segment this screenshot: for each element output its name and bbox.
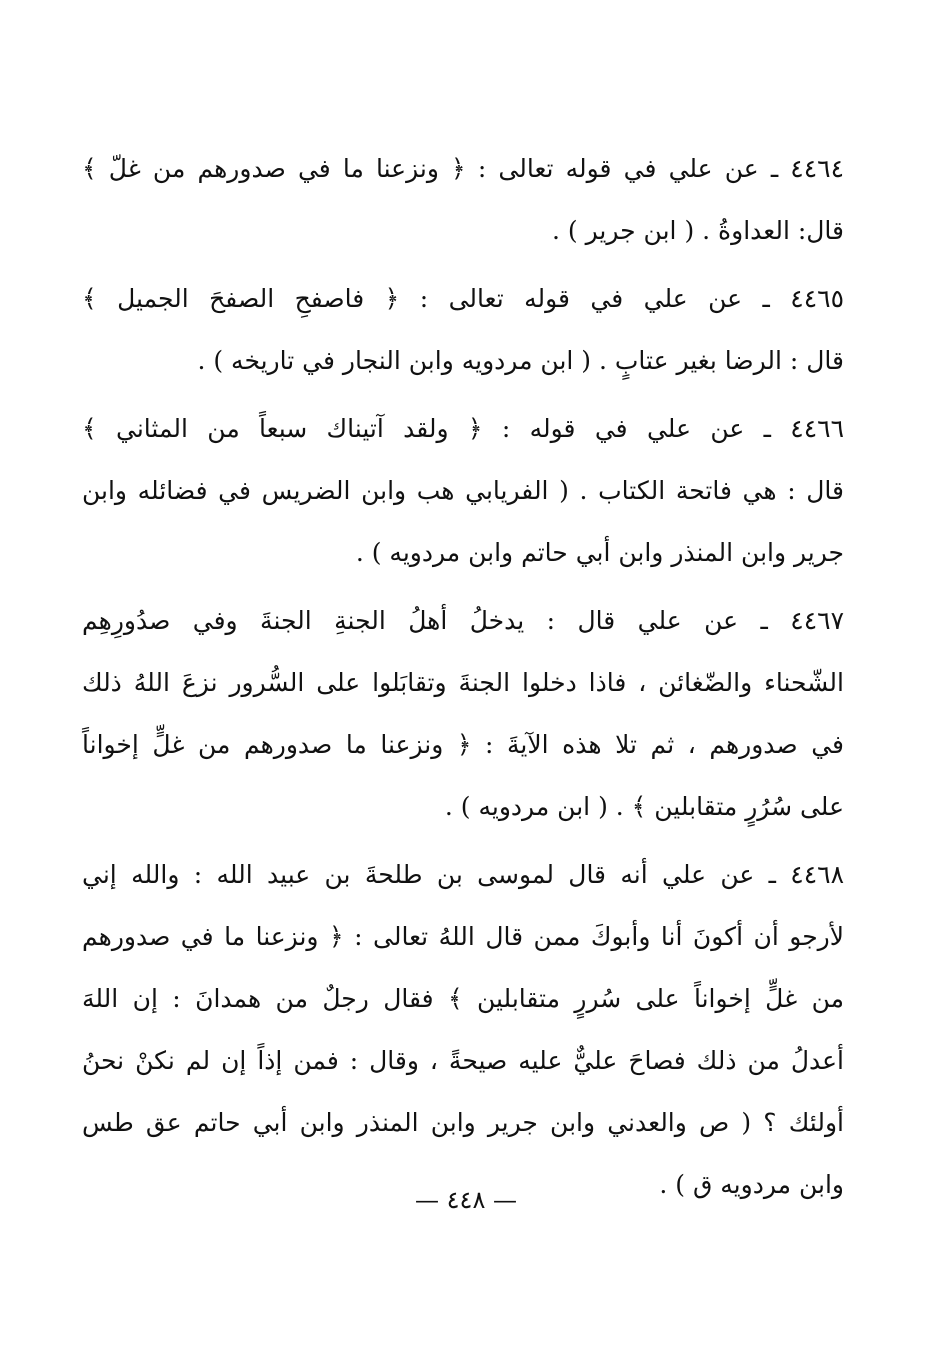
entry-line: في صدورهم ، ثم تلا هذه الآيةَ : ﴿ ونزعنا ما صدورهم من غلٍّ إخواناً xyxy=(82,730,844,759)
hadith-entry-4467 xyxy=(82,590,844,838)
entry-line: جرير وابن المنذر وابن أبي حاتم وابن مردويه ) . xyxy=(355,538,844,567)
entry-line: ٤٤٦٥ ـ عن علي في قوله تعالى : ﴿ فاصفحِ الصفحَ الجميل ﴾ xyxy=(82,284,844,313)
entry-line: قال: العداوةُ . ( ابن جرير ) . xyxy=(552,216,844,245)
entry-line: قال : الرضا بغير عتابٍ . ( ابن مردويه وابن النجار في تاريخه ) . xyxy=(197,346,844,375)
page-number: — ٤٤٨ — xyxy=(415,1186,517,1214)
entry-line: وابن مردويه ق ) . xyxy=(659,1170,844,1199)
entry-line: ٤٤٦٦ ـ عن علي في قوله : ﴿ ولقد آتيناك سبعاً من المثاني ﴾ xyxy=(82,414,844,443)
hadith-entry-4464 xyxy=(82,138,844,262)
hadith-entries xyxy=(82,138,844,1222)
entry-line: ٤٤٦٨ ـ عن علي أنه قال لموسى بن طلحةَ بن عبيد الله : والله إني xyxy=(82,860,844,889)
entry-line: ٤٤٦٤ ـ عن علي في قوله تعالى : ﴿ ونزعنا ما في صدورهم من غلّ ﴾ xyxy=(82,154,844,183)
entry-line: ٤٤٦٧ ـ عن علي قال : يدخلُ أهلُ الجنةِ الجنةَ وفي صدُورِهِم xyxy=(82,606,844,635)
entry-line: الشّحناء والضّغائن ، فاذا دخلوا الجنةَ وتقابَلوا على السُّرور نزعَ اللهُ ذلك xyxy=(82,668,844,697)
hadith-entry-4468 xyxy=(82,844,844,1216)
entry-line: أولئك ؟ ( ص والعدني وابن جرير وابن المنذر وابن أبي حاتم عق طس xyxy=(82,1108,844,1137)
entry-line: قال : هي فاتحة الكتاب . ( الفريابي هب وابن الضريس في فضائله وابن xyxy=(82,476,844,505)
hadith-entry-4465 xyxy=(82,268,844,392)
hadith-entry-4466 xyxy=(82,398,844,584)
entry-line: لأرجو أن أكونَ أنا وأبوكَ ممن قال اللهُ تعالى : ﴿ ونزعنا ما في صدورهم xyxy=(82,922,844,951)
entry-line: على سُرُرٍ متقابلين ﴾ . ( ابن مردويه ) . xyxy=(444,792,844,821)
entry-line: من غلٍّ إخواناً على سُررٍ متقابلين ﴾ فقال رجلٌ من همدانَ : إن اللهَ xyxy=(82,984,844,1013)
entry-line: أعدلُ من ذلك فصاحَ عليٌّ عليه صيحةً ، وقال : فمن إذاً إن لم نكنْ نحنُ xyxy=(82,1046,844,1075)
